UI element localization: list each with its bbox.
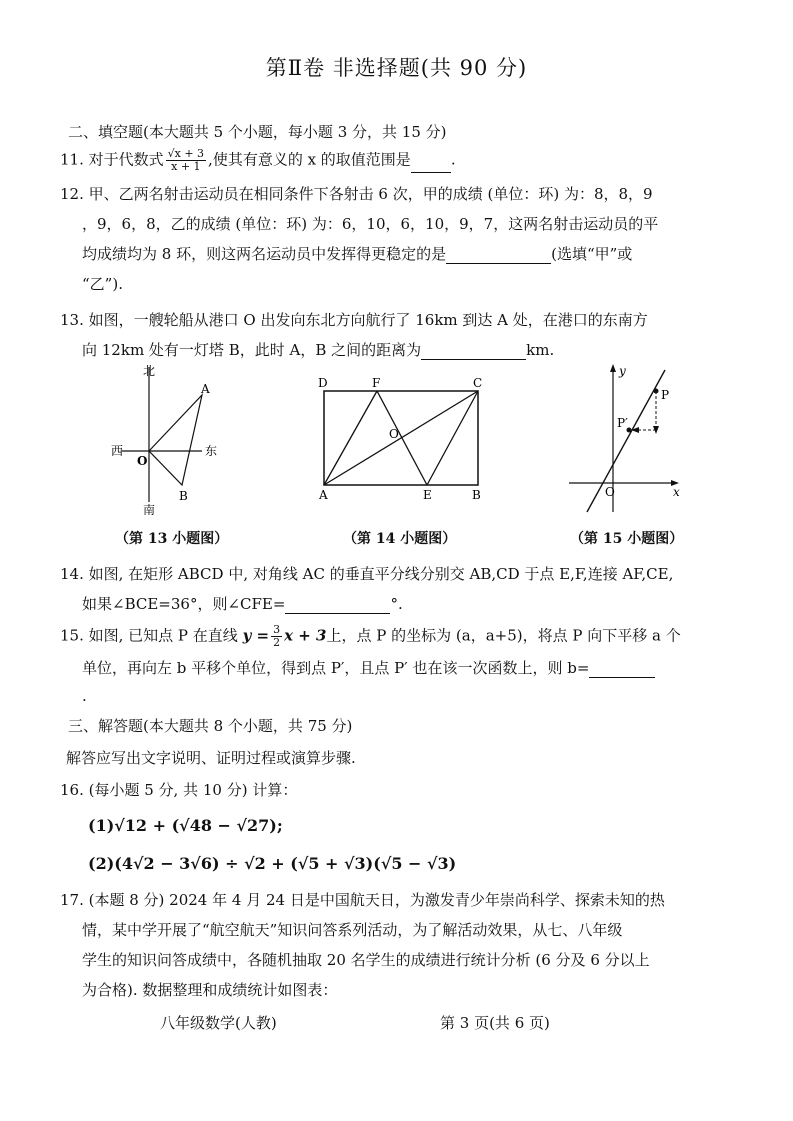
answer-section-note: 解答应写出文字说明、证明过程或演算步骤. xyxy=(66,749,356,767)
point-b-label: B xyxy=(179,489,188,503)
q15-eq-fraction xyxy=(271,624,282,649)
figure-13 xyxy=(110,362,230,522)
footer-subject: 八年级数学(人教) xyxy=(160,1014,277,1032)
q15-answer-blank[interactable] xyxy=(589,661,655,678)
point-b-label: B xyxy=(472,488,481,502)
q11-period: . xyxy=(450,150,456,169)
footer-page-number: 第 3 页(共 6 页) xyxy=(440,1014,550,1032)
point-o-label: O xyxy=(389,427,399,441)
north-label: 北 xyxy=(143,364,156,378)
point-d-label: D xyxy=(318,376,328,390)
segment-ec xyxy=(427,391,478,485)
triangle-oab xyxy=(149,395,202,485)
q13-text-b: km. xyxy=(526,341,555,359)
point-a-label: A xyxy=(319,488,328,502)
q15-eq-numerator: 3 xyxy=(273,623,281,636)
q11-text-a: 11. 对于代数式 xyxy=(60,150,164,169)
q16-header: 16. (每小题 5 分, 共 10 分) 计算： xyxy=(60,781,298,799)
point-p-prime-label: P′ xyxy=(617,416,628,430)
figure-14-caption: （第 14 小题图） xyxy=(343,531,457,547)
q12-line-3 xyxy=(82,244,632,264)
point-p-label: P xyxy=(661,388,670,402)
q12-line-2: ，9，6，8，乙的成绩 (单位：环) 为：6，10，6，10，9，7，这两名射击运动员的平 xyxy=(82,215,659,233)
q16-part-2: (2)(4√2 − 3√6) ÷ √2 + (√5 + √3)(√5 − √3) xyxy=(88,854,457,873)
q17-line-2: 情，某中学开展了“航空航天”知识问答系列活动，为了解活动效果，从七、八年级 xyxy=(82,921,623,939)
q12-line-1: 12. 甲、乙两名射击运动员在相同条件下各射击 6 次，甲的成绩 (单位：环) 为：8，8，9 xyxy=(60,185,653,203)
point-f-label: F xyxy=(372,376,381,390)
q15-text-c: 单位，再向左 b 平移个单位，得到点 P′，且点 P′ 也在该一次函数上，则 b= xyxy=(82,659,590,677)
west-label: 西 xyxy=(111,444,124,458)
figure-14 xyxy=(312,374,492,502)
q12-line-4: “乙”). xyxy=(82,275,123,293)
q15-eq-y: y = xyxy=(242,626,270,645)
q14-line-2 xyxy=(82,594,403,614)
east-label: 东 xyxy=(205,444,218,458)
y-axis-label: y xyxy=(619,364,626,378)
diagonal-ac xyxy=(324,391,478,485)
q14-answer-blank[interactable] xyxy=(285,597,390,614)
figure-13-caption: （第 13 小题图） xyxy=(115,531,229,547)
figure-15-caption: （第 15 小题图） xyxy=(570,531,684,547)
q11-text-b: ,使其有意义的 x 的取值范围是 xyxy=(208,150,411,169)
point-c-label: C xyxy=(473,376,483,390)
segment-af xyxy=(324,391,377,485)
q13-answer-blank[interactable] xyxy=(421,343,526,360)
q12-text-a: 均成绩均为 8 环，则这两名运动员中发挥得更稳定的是 xyxy=(82,245,447,263)
origin-label: O xyxy=(605,485,615,499)
q13-line-2 xyxy=(82,340,554,360)
q12-answer-blank[interactable] xyxy=(446,247,551,264)
shift-left-arrow xyxy=(631,427,639,433)
q16-part-1: (1)√12 + (√48 − √27); xyxy=(88,816,283,835)
q12-text-b: (选填“甲”或 xyxy=(551,245,633,263)
point-e-label: E xyxy=(423,488,432,502)
q17-line-1: 17. (本题 8 分) 2024 年 4 月 24 日是中国航天日，为激发青少年崇尚科学、探索未知的热 xyxy=(60,891,665,909)
q17-line-4: 为合格). 数据整理和成绩统计如图表： xyxy=(82,981,338,999)
segment-fe xyxy=(377,391,427,485)
q14-line-1: 14. 如图, 在矩形 ABCD 中, 对角线 AC 的垂直平分线分别交 AB,CD 于点 E,F,连接 AF,CE, xyxy=(60,565,674,583)
q11-denominator: x + 1 xyxy=(171,160,201,173)
south-label: 南 xyxy=(143,503,156,517)
q14-text-b: °. xyxy=(390,595,403,613)
line-graph xyxy=(587,370,665,512)
q15-text-a: 15. 如图, 已知点 P 在直线 xyxy=(60,626,238,645)
q15-eq-rest: x + 3 xyxy=(284,626,327,645)
q11-numerator: √x + 3 xyxy=(167,147,205,160)
q15-line-2 xyxy=(82,658,655,678)
figure-15 xyxy=(565,362,690,522)
q14-text-a: 如果∠BCE=36°，则∠CFE= xyxy=(82,595,286,613)
q15-line-3: . xyxy=(82,687,87,705)
answer-section-header: 三、解答题(本大题共 8 个小题，共 75 分) xyxy=(68,717,353,735)
q11-fraction xyxy=(166,148,206,173)
question-11 xyxy=(60,148,456,173)
point-o-label: O xyxy=(137,454,148,468)
q17-line-3: 学生的知识问答成绩中，各随机抽取 20 名学生的成绩进行统计分析 (6 分及 6 分以上 xyxy=(82,951,650,969)
q15-eq-denominator: 2 xyxy=(273,636,281,649)
q13-text-a: 向 12km 处有一灯塔 B，此时 A，B 之间的距离为 xyxy=(82,341,422,359)
y-axis-arrow xyxy=(610,364,616,372)
q11-answer-blank[interactable] xyxy=(411,156,451,173)
point-p xyxy=(654,389,659,394)
fill-blank-header: 二、填空题(本大题共 5 个小题，每小题 3 分，共 15 分) xyxy=(68,123,447,141)
q15-text-b: 上，点 P 的坐标为 (a，a+5)，将点 P 向下平移 a 个 xyxy=(326,626,681,645)
point-a-label: A xyxy=(201,382,210,396)
q15-line-1 xyxy=(60,624,681,649)
q13-line-1: 13. 如图，一艘轮船从港口 O 出发向东北方向航行了 16km 到达 A 处，在港口的东南方 xyxy=(60,311,648,329)
x-axis-label: x xyxy=(673,485,680,499)
section-title: 第Ⅱ卷 非选择题(共 90 分) xyxy=(265,56,528,80)
